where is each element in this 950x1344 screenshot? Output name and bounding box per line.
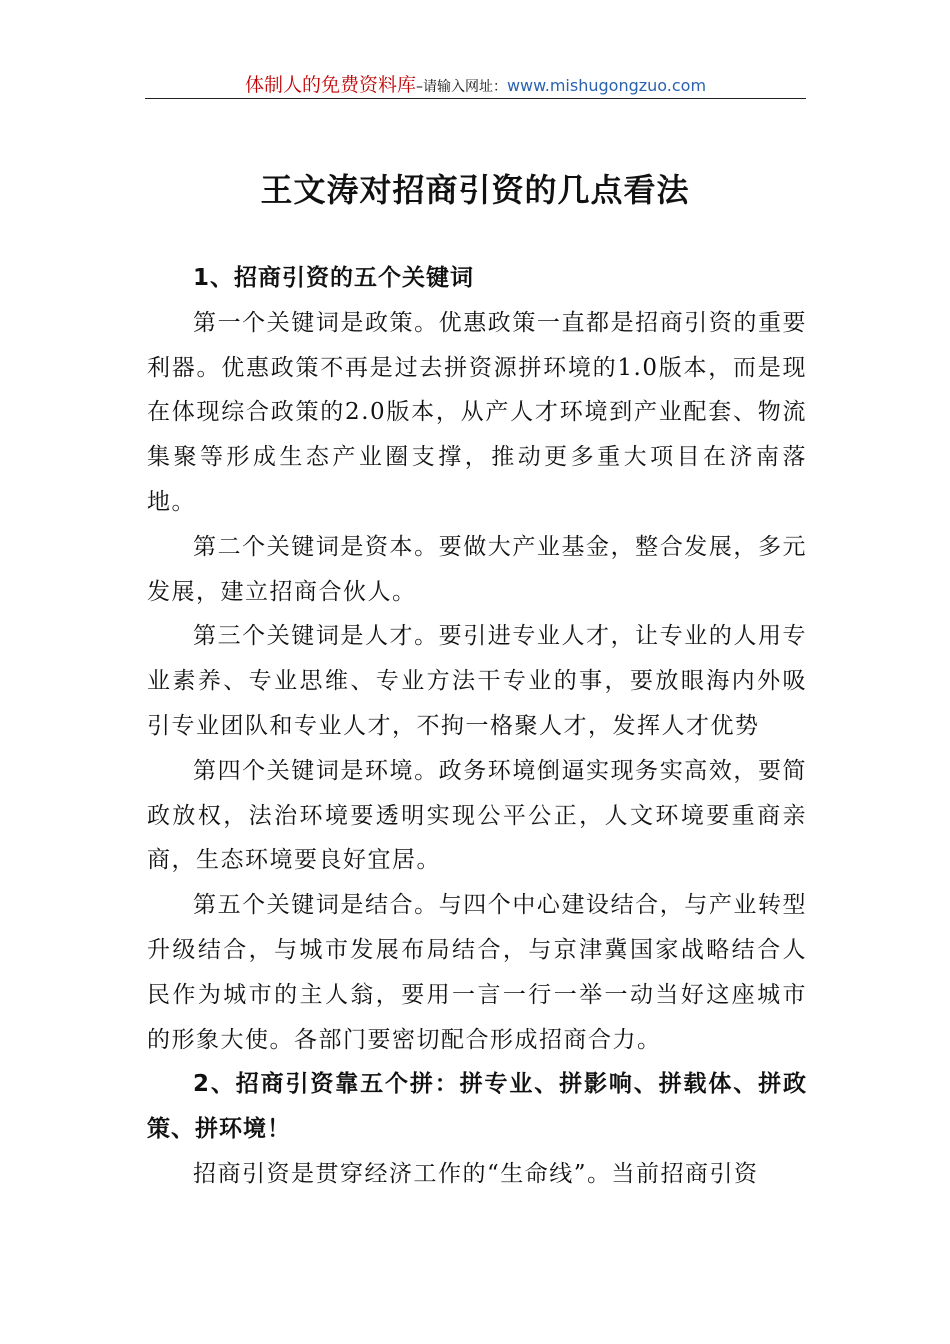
document-title: 王文涛对招商引资的几点看法 [260,171,690,209]
paragraph-keyword-talent: 第三个关键词是人才。要引进专业人才，让专业的人用专业素养、专业思维、专业方法干专业的事，要放眼海内外吸引专业团队和专业人才，不拘一格聚人才，发挥人才优势 [147,623,807,739]
paragraph-keyword-integration: 第五个关键词是结合。与四个中心建设结合，与产业转型升级结合，与城市发展布局结合，与京津冀国家战略结合人民作为城市的主人翁，要用一言一行一举一动当好这座城市的形象大使。各部门要密切配合形成招商合力。 [147,892,807,1053]
section-heading-1: 1、招商引资的五个关键词 [193,265,475,291]
paragraph-keyword-capital: 第二个关键词是资本。要做大产业基金，整合发展，多元发展，建立招商合伙人。 [147,533,807,605]
paragraph-keyword-environment: 第四个关键词是环境。政务环境倒逼实现务实高效，要简政放权，法治环境要透明实现公平公正，人文环境要重商亲商，生态环境要良好宜居。 [147,757,807,874]
paragraph-keyword-policy: 第一个关键词是政策。优惠政策一直都是招商引资的重要利器。优惠政策不再是过去拼资源拼环境的1.0版本，而是现在体现综合政策的2.0版本，从产人才环境到产业配套、物流集聚等形成生态产业圈支撑，推动更多重大项目在济南落地。 [147,309,807,515]
page-header [145,70,806,99]
header-brand: 体制人的免费资料库 [244,74,416,96]
section-heading-2: 2、招商引资靠五个拼：拼专业、拼影响、拼载体、拼政策、拼环境！ [147,1071,807,1143]
document-body [147,256,807,1197]
header-prompt: –请输入网址： [415,79,507,95]
header-url-link[interactable]: www.mishugongzuo.com [506,76,707,95]
paragraph-lifeline: 招商引资是贯穿经济工作的“生命线”。当前招商引资 [193,1160,759,1187]
